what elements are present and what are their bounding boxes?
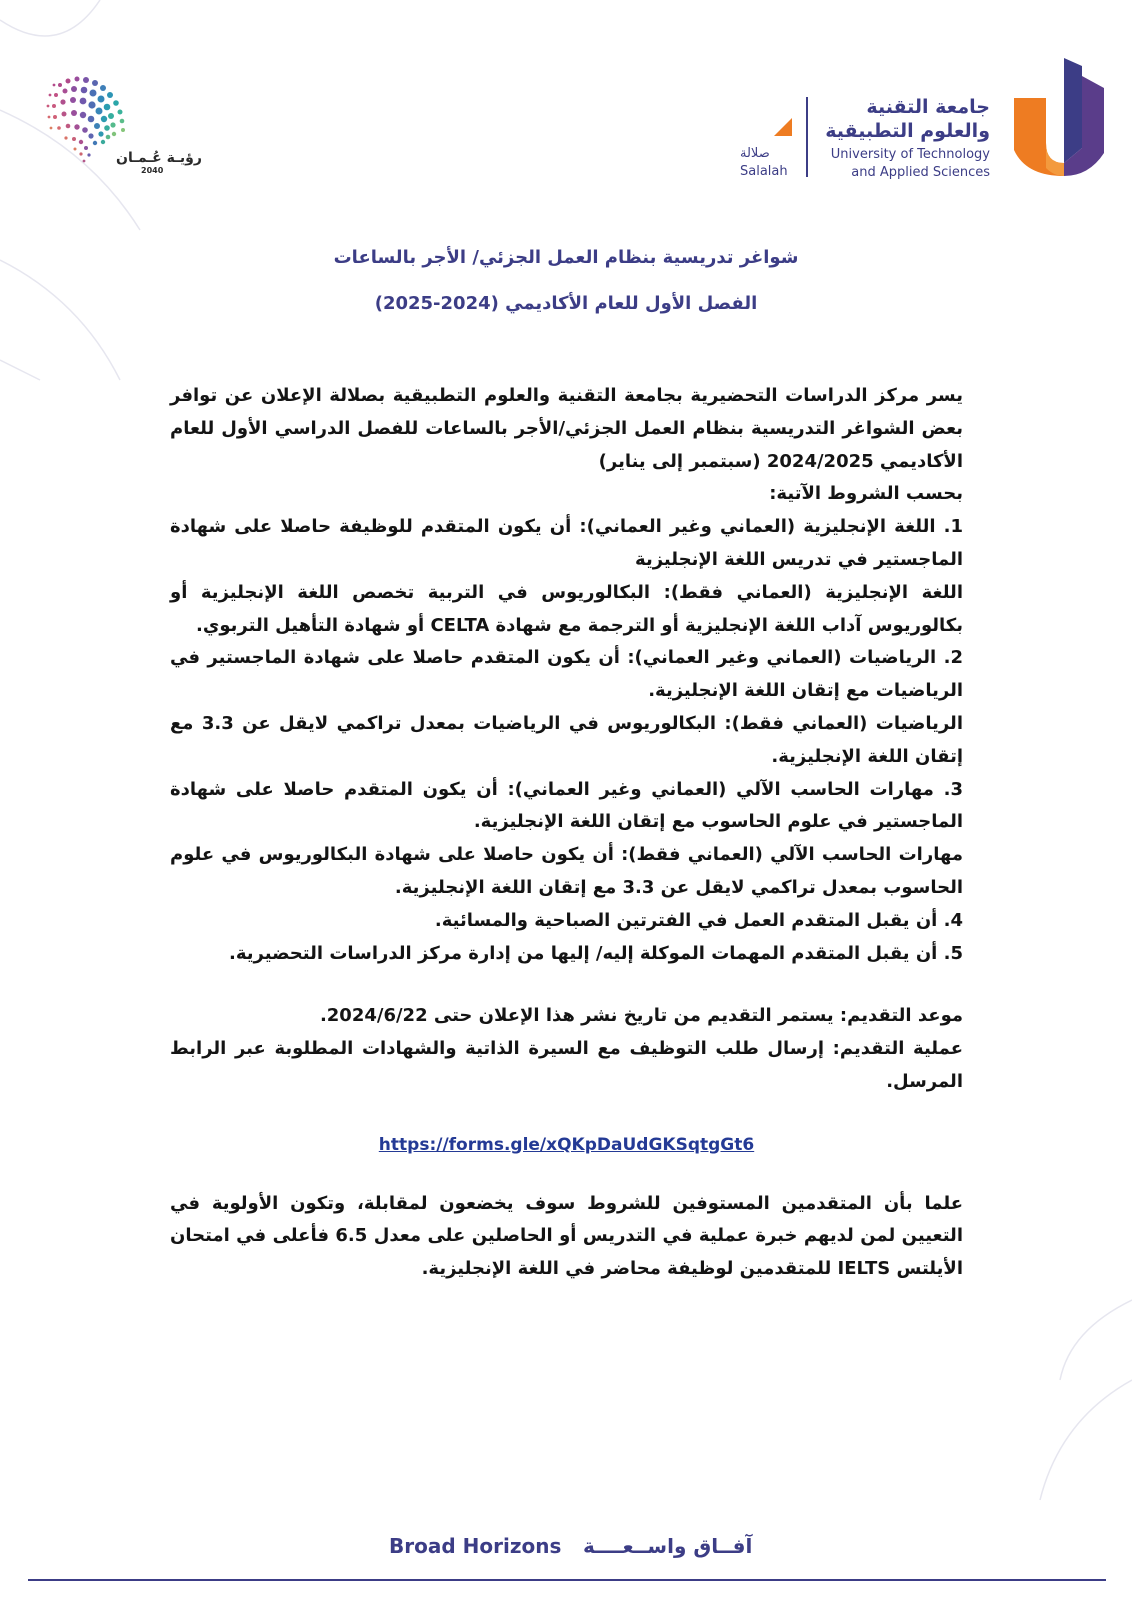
intro-paragraph: يسر مركز الدراسات التحضيرية بجامعة التقنية والعلوم التطبيقية بصلالة الإعلان عن توافر بعض الشواغر التدريسية بنظام العمل الجزئي/الأجر بالساعات للفصل الدراسي الأول للعام الأكاديمي 2024/2025 (سبتمبر إلى يناير) xyxy=(170,385,963,472)
announcement-body xyxy=(170,380,963,1286)
footer-slogan-ar: آفــاق واســعــــة xyxy=(583,1534,753,1558)
campus-name-en: Salalah xyxy=(740,164,788,179)
condition-tasks: 5. أن يقبل المتقدم المهمات الموكلة إليه/ إليها من إدارة مركز الدراسات التحضيرية. xyxy=(229,942,963,964)
footer-divider xyxy=(28,1579,1106,1581)
university-name-en-line2: and Applied Sciences xyxy=(851,165,990,180)
application-process: عملية التقديم: إرسال طلب التوظيف مع السيرة الذاتية والشهادات المطلوبة عبر الرابط المرسل. xyxy=(170,1038,963,1092)
condition-math-masters: 2. الرياضيات (العماني وغير العماني): أن يكون المتقدم حاصلا على شهادة الماجستير في الرياضيات مع إتقان اللغة الإنجليزية. xyxy=(170,647,963,702)
document-subtitle: الفصل الأول للعام الأكاديمي (2024-2025) xyxy=(374,293,758,314)
priority-note: علما بأن المتقدمين المستوفين للشروط سوف يخضعون لمقابلة، وتكون الأولوية في التعيين لمن لديهم خبرة عملية في التدريس أو الحاصلين على معدل 6.5 فأعلى في امتحان الأيلتس IELTS للمتقدمين لوظيفة محاضر في اللغة الإنجليزية. xyxy=(170,1192,963,1280)
oman-vision-year: 2040 xyxy=(141,166,164,175)
conditions-heading: بحسب الشروط الآتية: xyxy=(769,483,963,505)
document-title: شواغر تدريسية بنظام العمل الجزئي/ الأجر بالساعات xyxy=(333,247,799,268)
campus-mark-icon xyxy=(772,118,792,138)
campus-name-ar: صلالة xyxy=(740,146,770,161)
oman-vision-text: رؤيـة عُـمـان xyxy=(116,150,202,166)
application-form-link[interactable]: https://forms.gle/xQKpDaUdGKSqtgGt6 xyxy=(378,1134,755,1155)
condition-shifts: 4. أن يقبل المتقدم العمل في الفترتين الصباحية والمسائية. xyxy=(434,909,963,931)
condition-computer-masters: 3. مهارات الحاسب الآلي (العماني وغير العماني): أن يكون المتقدم حاصلا على شهادة الماجستير في علوم الحاسوب مع إتقان اللغة الإنجليزية. xyxy=(170,778,963,833)
footer-slogan-en: Broad Horizons xyxy=(389,1534,562,1558)
university-name-en-line1: University of Technology xyxy=(830,147,990,162)
condition-math-omani: الرياضيات (العماني فقط): البكالوريوس في الرياضيات بمعدل تراكمي لايقل عن 3.3 مع إتقان اللغة الإنجليزية. xyxy=(170,712,963,767)
condition-computer-omani: مهارات الحاسب الآلي (العماني فقط): أن يكون حاصلا على شهادة البكالوريوس في علوم الحاسوب بمعدل تراكمي لايقل عن 3.3 مع إتقان اللغة الإنجليزية. xyxy=(170,844,963,898)
application-deadline: موعد التقديم: يستمر التقديم من تاريخ نشر هذا الإعلان حتى 2024/6/22. xyxy=(319,1005,963,1027)
university-name-ar-line1: جامعة التقنية xyxy=(866,96,990,118)
condition-english-masters: 1. اللغة الإنجليزية (العماني وغير العماني): أن يكون المتقدم للوظيفة حاصلا على شهادة الماجستير في تدريس اللغة الإنجليزية xyxy=(170,516,963,570)
oman-vision-2040-logo xyxy=(30,65,200,190)
condition-english-omani: اللغة الإنجليزية (العماني فقط): البكالوريوس في التربية تخصص اللغة الإنجليزية أو بكالوريوس آداب اللغة الإنجليزية أو الترجمة مع شهادة CELTA أو شهادة التأهيل التربوي. xyxy=(170,581,963,636)
university-logo xyxy=(1014,58,1114,188)
university-name-ar-line2: والعلوم التطبيقية xyxy=(825,120,990,142)
header-divider xyxy=(806,97,808,177)
